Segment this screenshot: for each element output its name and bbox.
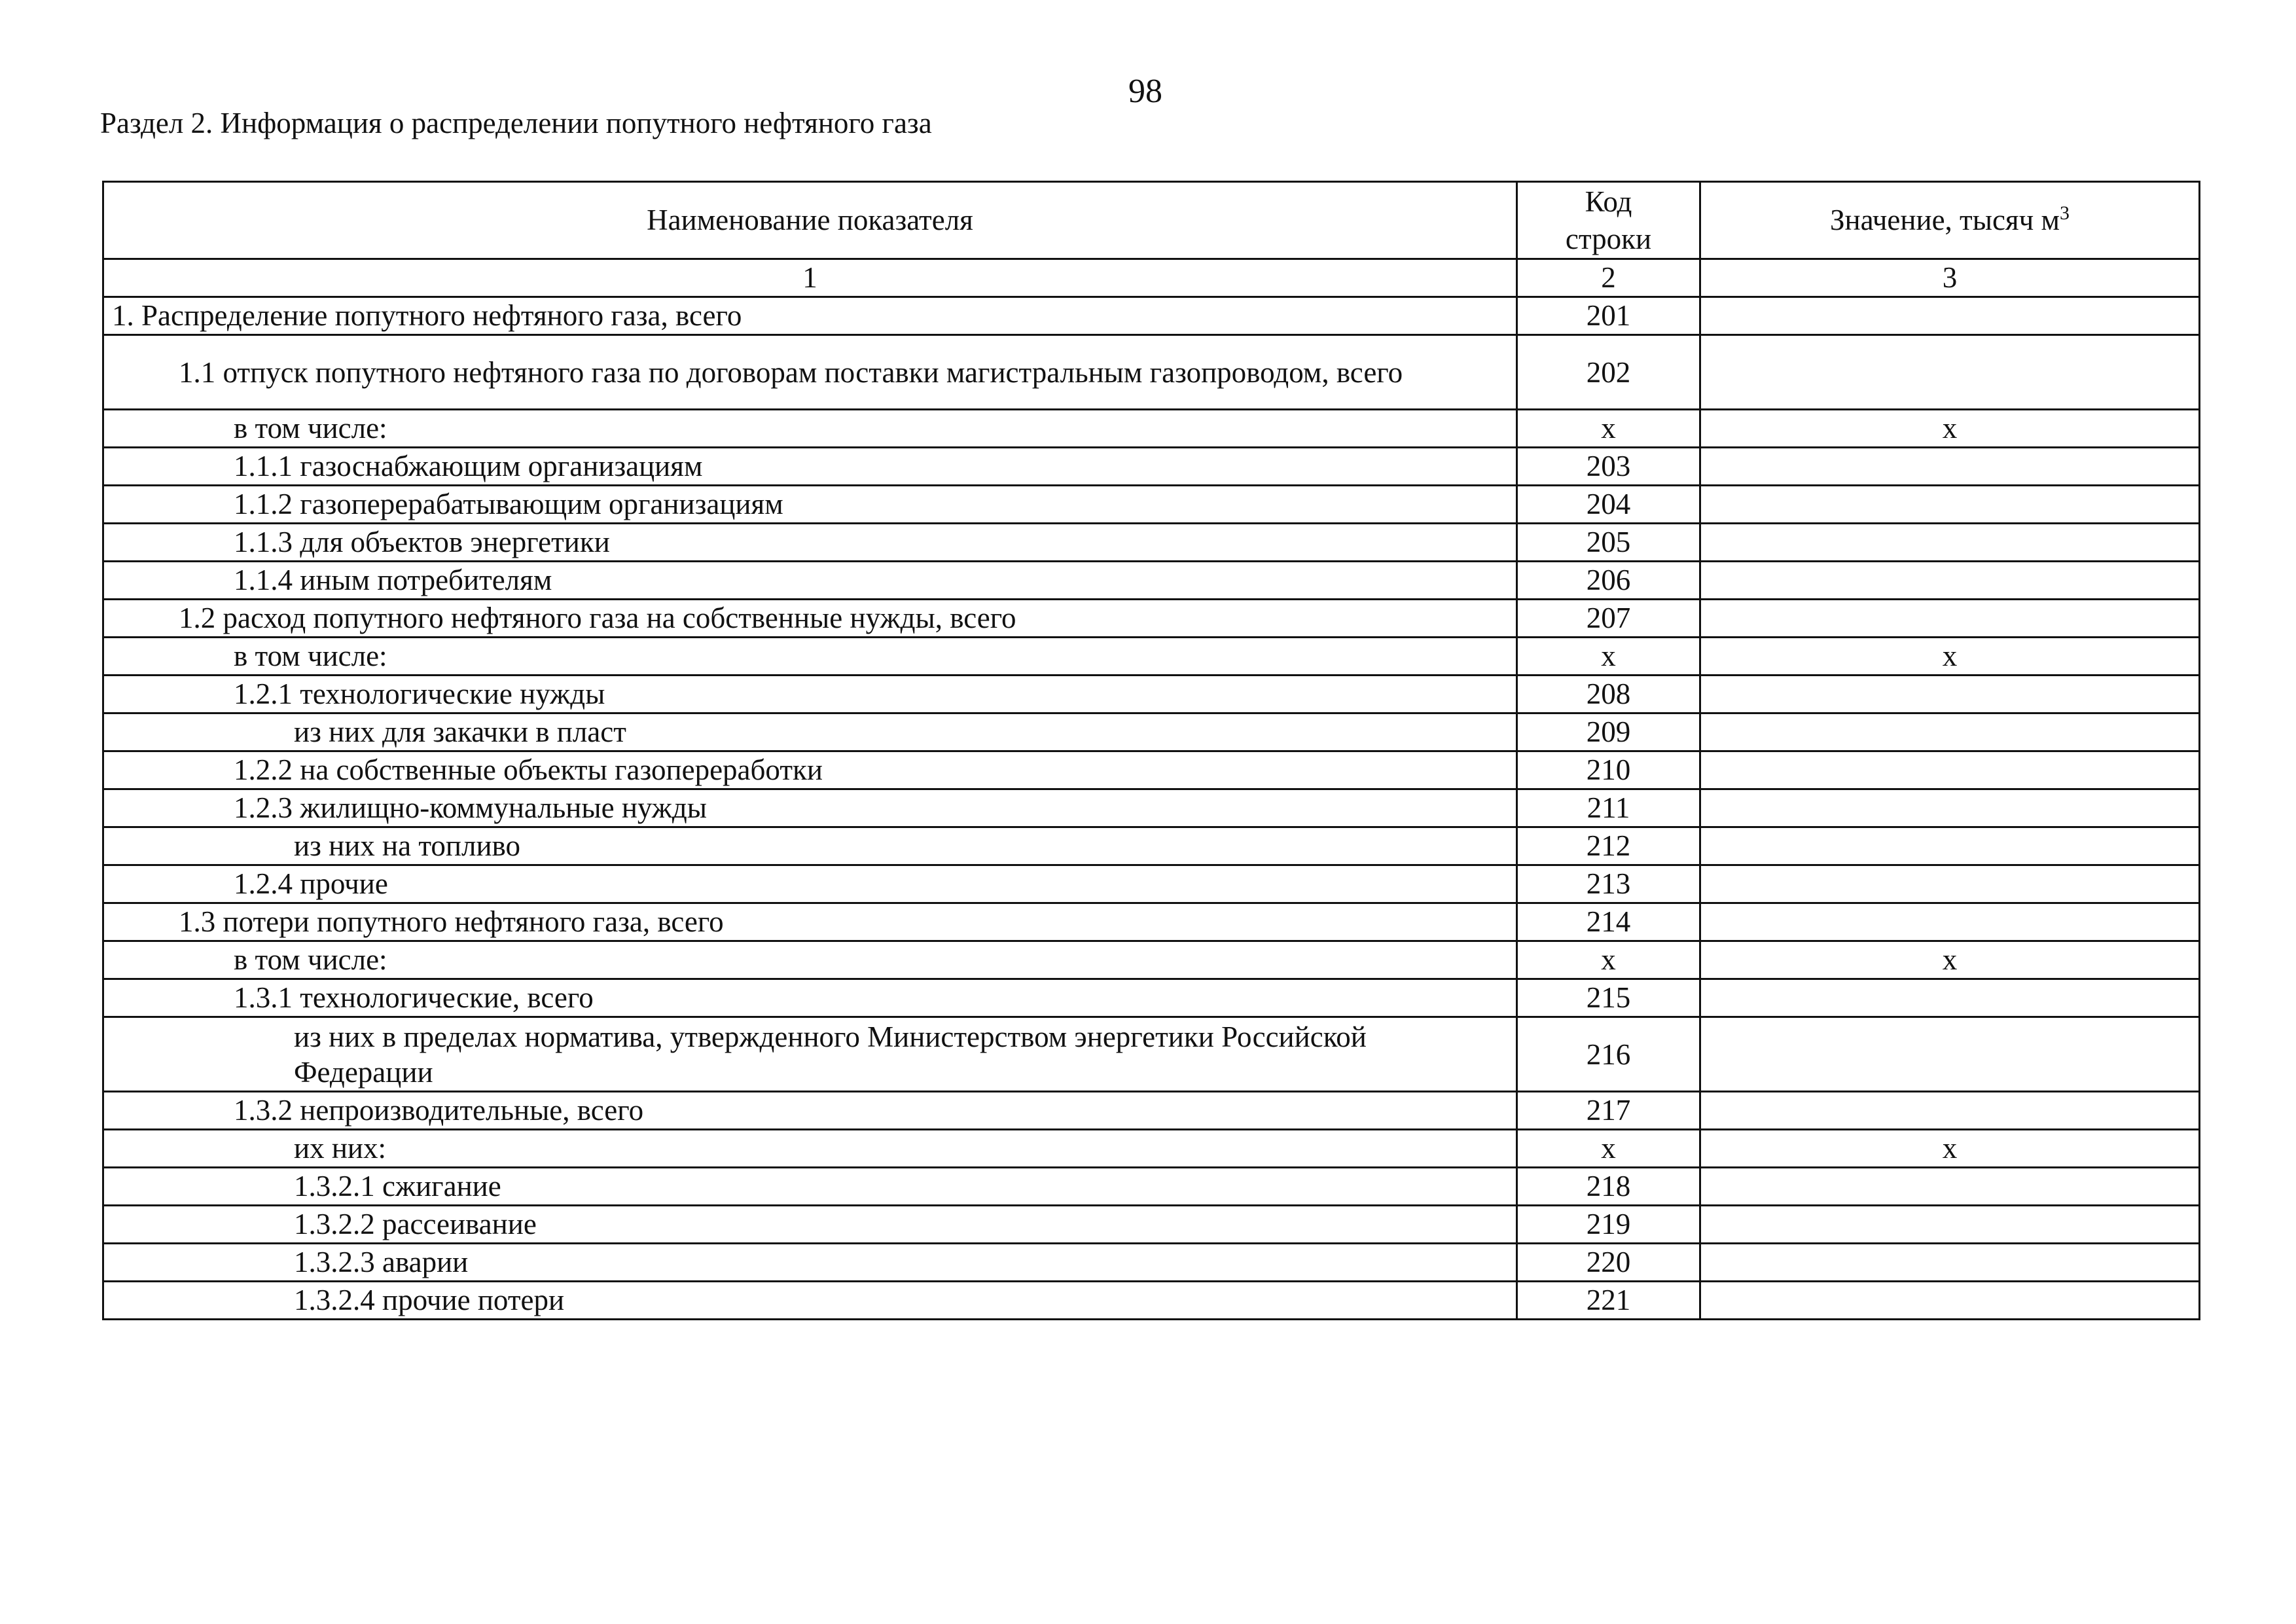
row-value[interactable]	[1700, 789, 2200, 827]
header-row-code	[1517, 182, 1700, 259]
row-code: 216	[1517, 1017, 1700, 1092]
row-code: 201	[1517, 297, 1700, 335]
column-number-3: 3	[1700, 259, 2200, 297]
table-row	[103, 713, 2200, 751]
header-value	[1700, 182, 2200, 259]
table-row	[103, 1130, 2200, 1168]
row-code: 203	[1517, 448, 1700, 486]
column-number-2: 2	[1517, 259, 1700, 297]
row-code: 220	[1517, 1244, 1700, 1282]
row-indicator-name: 1.2 расход попутного нефтяного газа на собственные нужды, всего	[103, 600, 1517, 638]
row-indicator-name: 1.2.2 на собственные объекты газопереработки	[103, 751, 1517, 789]
row-code: х	[1517, 410, 1700, 448]
row-value[interactable]: х	[1700, 638, 2200, 676]
row-code: 207	[1517, 600, 1700, 638]
row-value[interactable]	[1700, 1282, 2200, 1320]
table-row	[103, 1244, 2200, 1282]
row-code: 206	[1517, 562, 1700, 600]
row-code: 212	[1517, 827, 1700, 865]
header-value-superscript: 3	[2059, 202, 2070, 224]
row-value[interactable]	[1700, 335, 2200, 410]
column-number-1: 1	[103, 259, 1517, 297]
row-value[interactable]: х	[1700, 941, 2200, 979]
table-row	[103, 1092, 2200, 1130]
row-value[interactable]	[1700, 1017, 2200, 1092]
table-row	[103, 410, 2200, 448]
row-value[interactable]	[1700, 448, 2200, 486]
page-number: 98	[1128, 73, 1162, 110]
row-value[interactable]	[1700, 486, 2200, 524]
row-value[interactable]	[1700, 751, 2200, 789]
row-indicator-name: из них на топливо	[103, 827, 1517, 865]
row-code: 213	[1517, 865, 1700, 903]
row-code: 208	[1517, 676, 1700, 713]
row-value[interactable]	[1700, 1244, 2200, 1282]
row-value[interactable]	[1700, 562, 2200, 600]
row-code: 217	[1517, 1092, 1700, 1130]
table-row	[103, 335, 2200, 410]
row-indicator-name: 1.3 потери попутного нефтяного газа, всего	[103, 903, 1517, 941]
row-code: 221	[1517, 1282, 1700, 1320]
row-indicator-name: 1. Распределение попутного нефтяного газа, всего	[103, 297, 1517, 335]
row-indicator-name: 1.1.1 газоснабжающим организациям	[103, 448, 1517, 486]
table-header-row	[103, 182, 2200, 259]
table-row	[103, 941, 2200, 979]
header-row-code-line1: Код	[1585, 185, 1632, 218]
table-row	[103, 789, 2200, 827]
table-row	[103, 865, 2200, 903]
table-row	[103, 1017, 2200, 1092]
row-indicator-name: 1.1 отпуск попутного нефтяного газа по договорам поставки магистральным газопроводом, всего	[103, 335, 1517, 410]
table-row	[103, 827, 2200, 865]
row-code: 215	[1517, 979, 1700, 1017]
row-indicator-name: 1.3.2 непроизводительные, всего	[103, 1092, 1517, 1130]
table-row	[103, 1168, 2200, 1206]
header-row-code-line2: строки	[1565, 222, 1652, 255]
row-code: 210	[1517, 751, 1700, 789]
row-value[interactable]: х	[1700, 410, 2200, 448]
table-row	[103, 903, 2200, 941]
row-code: 204	[1517, 486, 1700, 524]
table-row	[103, 979, 2200, 1017]
row-indicator-name: в том числе:	[103, 638, 1517, 676]
row-code: 205	[1517, 524, 1700, 562]
row-indicator-name: 1.3.2.1 сжигание	[103, 1168, 1517, 1206]
table-row	[103, 600, 2200, 638]
row-value[interactable]	[1700, 676, 2200, 713]
table-row	[103, 486, 2200, 524]
header-indicator-name: Наименование показателя	[103, 182, 1517, 259]
table-row	[103, 676, 2200, 713]
row-indicator-name: 1.1.3 для объектов энергетики	[103, 524, 1517, 562]
row-code: 211	[1517, 789, 1700, 827]
row-indicator-name: из них в пределах норматива, утвержденного Министерством энергетики Российской Федерации	[103, 1017, 1517, 1092]
row-value[interactable]	[1700, 1206, 2200, 1244]
row-indicator-name: 1.3.2.3 аварии	[103, 1244, 1517, 1282]
row-value[interactable]	[1700, 600, 2200, 638]
row-code: 202	[1517, 335, 1700, 410]
row-indicator-name: 1.3.2.4 прочие потери	[103, 1282, 1517, 1320]
row-code: х	[1517, 1130, 1700, 1168]
row-indicator-name: в том числе:	[103, 941, 1517, 979]
column-number-row	[103, 259, 2200, 297]
table-row	[103, 448, 2200, 486]
row-value[interactable]	[1700, 524, 2200, 562]
table-row	[103, 562, 2200, 600]
row-indicator-name: 1.2.4 прочие	[103, 865, 1517, 903]
row-indicator-name: их них:	[103, 1130, 1517, 1168]
row-indicator-name: 1.3.2.2 рассеивание	[103, 1206, 1517, 1244]
table-row	[103, 751, 2200, 789]
row-value[interactable]	[1700, 979, 2200, 1017]
row-indicator-name: 1.1.2 газоперерабатывающим организациям	[103, 486, 1517, 524]
row-value[interactable]	[1700, 865, 2200, 903]
row-value[interactable]	[1700, 297, 2200, 335]
row-code: 209	[1517, 713, 1700, 751]
table-row	[103, 638, 2200, 676]
table-row	[103, 1206, 2200, 1244]
row-value[interactable]: х	[1700, 1130, 2200, 1168]
table-row	[103, 297, 2200, 335]
table-row	[103, 1282, 2200, 1320]
row-indicator-name: 1.3.1 технологические, всего	[103, 979, 1517, 1017]
row-indicator-name: 1.2.3 жилищно-коммунальные нужды	[103, 789, 1517, 827]
row-value[interactable]	[1700, 1168, 2200, 1206]
row-indicator-name: 1.1.4 иным потребителям	[103, 562, 1517, 600]
row-indicator-name: из них для закачки в пласт	[103, 713, 1517, 751]
row-code: 214	[1517, 903, 1700, 941]
gas-distribution-table	[102, 181, 2200, 1320]
row-value[interactable]	[1700, 713, 2200, 751]
row-code: х	[1517, 941, 1700, 979]
row-value[interactable]	[1700, 903, 2200, 941]
row-value[interactable]	[1700, 1092, 2200, 1130]
row-indicator-name: в том числе:	[103, 410, 1517, 448]
section-title: Раздел 2. Информация о распределении попутного нефтяного газа	[100, 107, 932, 139]
row-code: х	[1517, 638, 1700, 676]
row-code: 218	[1517, 1168, 1700, 1206]
row-indicator-name: 1.2.1 технологические нужды	[103, 676, 1517, 713]
header-value-label: Значение, тысяч м	[1830, 204, 2060, 236]
table-row	[103, 524, 2200, 562]
row-code: 219	[1517, 1206, 1700, 1244]
row-value[interactable]	[1700, 827, 2200, 865]
